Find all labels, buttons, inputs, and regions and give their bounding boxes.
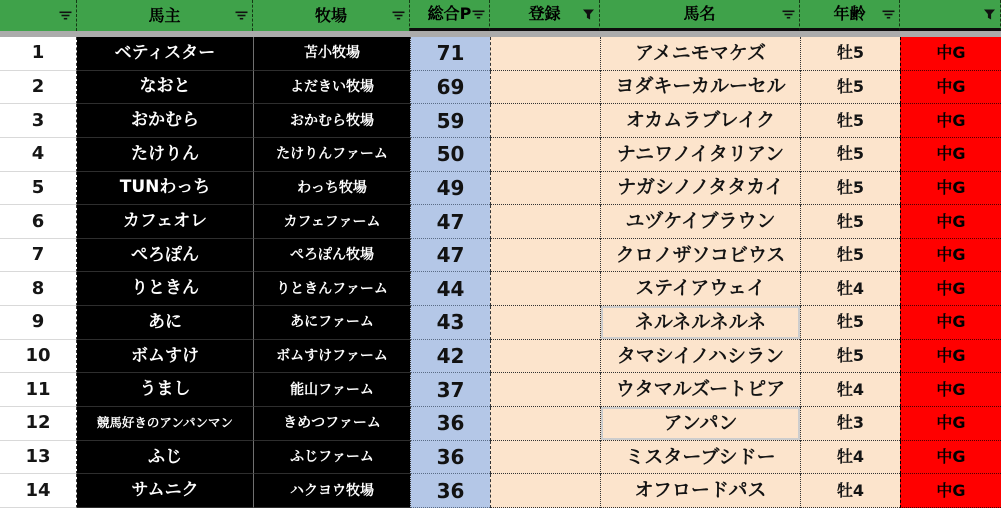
grade-cell[interactable]: 中G bbox=[900, 306, 1001, 340]
farm-cell[interactable]: カフェファーム bbox=[253, 205, 410, 239]
table-row bbox=[0, 205, 1001, 239]
age-cell[interactable]: 牡4 bbox=[800, 474, 900, 508]
grade-cell[interactable]: 中G bbox=[900, 205, 1001, 239]
filter-dropdown-icon[interactable] bbox=[58, 9, 72, 22]
table-row bbox=[0, 37, 1001, 71]
grade-cell[interactable]: 中G bbox=[900, 71, 1001, 105]
table-row bbox=[0, 239, 1001, 273]
table-body bbox=[0, 37, 1001, 508]
column-header-label: 牧場 bbox=[314, 5, 347, 25]
owner-cell[interactable]: たけりん bbox=[77, 138, 253, 172]
grade-cell[interactable]: 中G bbox=[900, 340, 1001, 374]
column-header-label: 登録 bbox=[528, 4, 561, 23]
header-row bbox=[0, 0, 1001, 31]
points-cell[interactable]: 50 bbox=[410, 138, 490, 172]
farm-cell[interactable]: 苫小牧場 bbox=[253, 37, 410, 71]
age-cell[interactable]: 牡5 bbox=[800, 138, 900, 172]
grade-cell[interactable]: 中G bbox=[900, 37, 1001, 71]
points-cell[interactable]: 49 bbox=[410, 172, 490, 206]
rank-cell[interactable]: 3 bbox=[0, 104, 77, 138]
age-cell[interactable]: 牡5 bbox=[800, 104, 900, 138]
points-cell[interactable]: 42 bbox=[410, 340, 490, 374]
age-cell[interactable]: 牡5 bbox=[800, 306, 900, 340]
horse-cell[interactable]: ネルネルネルネ bbox=[600, 306, 800, 340]
farm-cell[interactable]: おかむら牧場 bbox=[253, 104, 410, 138]
points-cell[interactable]: 47 bbox=[410, 205, 490, 239]
rank-cell[interactable]: 2 bbox=[0, 71, 77, 105]
rank-cell[interactable]: 10 bbox=[0, 340, 77, 374]
points-cell[interactable]: 44 bbox=[410, 272, 490, 306]
owner-cell[interactable]: おかむら bbox=[77, 104, 253, 138]
rank-cell[interactable]: 8 bbox=[0, 272, 77, 306]
owner-cell[interactable]: 競馬好きのアンパンマン bbox=[77, 407, 253, 441]
grade-cell[interactable]: 中G bbox=[900, 373, 1001, 407]
table-row bbox=[0, 407, 1001, 441]
owner-cell[interactable]: りときん bbox=[77, 272, 253, 306]
grade-cell[interactable]: 中G bbox=[900, 441, 1001, 475]
table-row bbox=[0, 441, 1001, 475]
column-header-rank[interactable] bbox=[0, 0, 77, 31]
horse-cell[interactable]: ミスターブシドー bbox=[600, 441, 800, 475]
points-cell[interactable]: 36 bbox=[410, 407, 490, 441]
column-header-owner[interactable] bbox=[77, 0, 253, 31]
column-header-label: 馬主 bbox=[148, 5, 181, 25]
points-cell[interactable]: 36 bbox=[410, 441, 490, 475]
rank-cell[interactable]: 5 bbox=[0, 172, 77, 206]
horse-cell[interactable]: ナガシノノタタカイ bbox=[600, 172, 800, 206]
registration-cell[interactable] bbox=[490, 306, 600, 340]
owner-cell[interactable]: ぺろぽん bbox=[77, 239, 253, 273]
rank-cell[interactable]: 11 bbox=[0, 373, 77, 407]
column-header-grade[interactable] bbox=[900, 0, 1001, 31]
horse-cell[interactable]: ナニワノイタリアン bbox=[600, 138, 800, 172]
filter-funnel-icon[interactable] bbox=[581, 8, 595, 21]
registration-cell[interactable] bbox=[490, 172, 600, 206]
rank-cell[interactable]: 14 bbox=[0, 474, 77, 508]
horse-cell[interactable]: クロノザソコビウス bbox=[600, 239, 800, 273]
registration-cell[interactable] bbox=[490, 441, 600, 475]
points-cell[interactable]: 59 bbox=[410, 104, 490, 138]
age-cell[interactable]: 牡3 bbox=[800, 407, 900, 441]
farm-cell[interactable]: りときんファーム bbox=[253, 272, 410, 306]
farm-cell[interactable]: たけりんファーム bbox=[253, 138, 410, 172]
table-row bbox=[0, 104, 1001, 138]
registration-cell[interactable] bbox=[490, 474, 600, 508]
column-header-registration[interactable] bbox=[490, 0, 600, 31]
horse-cell[interactable]: ウタマルズートピア bbox=[600, 373, 800, 407]
owner-cell[interactable]: カフェオレ bbox=[77, 205, 253, 239]
table-row bbox=[0, 71, 1001, 105]
horse-cell[interactable]: タマシイノハシラン bbox=[600, 340, 800, 374]
horse-cell[interactable]: アメニモマケズ bbox=[600, 37, 800, 71]
age-cell[interactable]: 牡4 bbox=[800, 373, 900, 407]
column-header-age[interactable] bbox=[800, 0, 900, 31]
registration-cell[interactable] bbox=[490, 272, 600, 306]
filter-dropdown-icon[interactable] bbox=[781, 8, 795, 21]
points-cell[interactable]: 43 bbox=[410, 306, 490, 340]
owner-cell[interactable]: サムニク bbox=[77, 474, 253, 508]
table-row bbox=[0, 373, 1001, 407]
registration-cell[interactable] bbox=[490, 340, 600, 374]
rank-cell[interactable]: 1 bbox=[0, 37, 77, 71]
farm-cell[interactable]: きめつファーム bbox=[253, 407, 410, 441]
column-header-label: 総合P bbox=[427, 4, 472, 23]
farm-cell[interactable]: ふじファーム bbox=[253, 441, 410, 475]
table-row bbox=[0, 138, 1001, 172]
filter-dropdown-icon[interactable] bbox=[471, 8, 485, 21]
column-header-points[interactable] bbox=[410, 0, 490, 31]
farm-cell[interactable]: よだきい牧場 bbox=[253, 71, 410, 105]
owner-cell[interactable]: あに bbox=[77, 306, 253, 340]
owner-cell[interactable]: ボムすけ bbox=[77, 340, 253, 374]
points-cell[interactable]: 69 bbox=[410, 71, 490, 105]
owner-cell[interactable]: ベティスター bbox=[77, 37, 253, 71]
grade-cell[interactable]: 中G bbox=[900, 104, 1001, 138]
owner-cell[interactable]: なおと bbox=[77, 71, 253, 105]
points-cell[interactable]: 36 bbox=[410, 474, 490, 508]
column-header-label: 年齢 bbox=[833, 4, 866, 23]
rank-cell[interactable]: 12 bbox=[0, 407, 77, 441]
horse-cell[interactable]: ユヅケイブラウン bbox=[600, 205, 800, 239]
filter-dropdown-icon[interactable] bbox=[391, 9, 405, 22]
column-header-label: 馬名 bbox=[683, 4, 716, 23]
registration-cell[interactable] bbox=[490, 138, 600, 172]
age-cell[interactable]: 牡5 bbox=[800, 172, 900, 206]
registration-cell[interactable] bbox=[490, 71, 600, 105]
registration-cell[interactable] bbox=[490, 239, 600, 273]
grade-cell[interactable]: 中G bbox=[900, 474, 1001, 508]
farm-cell[interactable]: ボムすけファーム bbox=[253, 340, 410, 374]
owner-cell[interactable]: ふじ bbox=[77, 441, 253, 475]
age-cell[interactable]: 牡5 bbox=[800, 239, 900, 273]
age-cell[interactable]: 牡4 bbox=[800, 272, 900, 306]
filter-dropdown-icon[interactable] bbox=[234, 9, 248, 22]
table-row bbox=[0, 172, 1001, 206]
horse-cell[interactable]: ステイアウェイ bbox=[600, 272, 800, 306]
farm-cell[interactable]: ぺろぽん牧場 bbox=[253, 239, 410, 273]
farm-cell[interactable]: あにファーム bbox=[253, 306, 410, 340]
registration-cell[interactable] bbox=[490, 373, 600, 407]
owner-cell[interactable]: うまし bbox=[77, 373, 253, 407]
age-cell[interactable]: 牡4 bbox=[800, 441, 900, 475]
filter-dropdown-icon[interactable] bbox=[881, 8, 895, 21]
grade-cell[interactable]: 中G bbox=[900, 172, 1001, 206]
rank-cell[interactable]: 7 bbox=[0, 239, 77, 273]
points-cell[interactable]: 71 bbox=[410, 37, 490, 71]
grade-cell[interactable]: 中G bbox=[900, 138, 1001, 172]
age-cell[interactable]: 牡5 bbox=[800, 205, 900, 239]
rank-cell[interactable]: 4 bbox=[0, 138, 77, 172]
horse-cell[interactable]: ヨダキーカルーセル bbox=[600, 71, 800, 105]
table-row bbox=[0, 340, 1001, 374]
farm-cell[interactable]: ハクヨウ牧場 bbox=[253, 474, 410, 508]
registration-cell[interactable] bbox=[490, 407, 600, 441]
points-cell[interactable]: 37 bbox=[410, 373, 490, 407]
table-row bbox=[0, 272, 1001, 306]
farm-cell[interactable]: 能山ファーム bbox=[253, 373, 410, 407]
rank-cell[interactable]: 6 bbox=[0, 205, 77, 239]
registration-cell[interactable] bbox=[490, 104, 600, 138]
column-header-farm[interactable] bbox=[253, 0, 410, 31]
owner-cell[interactable]: TUNわっち bbox=[77, 172, 253, 206]
age-cell[interactable]: 牡5 bbox=[800, 71, 900, 105]
farm-cell[interactable]: わっち牧場 bbox=[253, 172, 410, 206]
table-row bbox=[0, 474, 1001, 508]
rank-cell[interactable]: 13 bbox=[0, 441, 77, 475]
horse-cell[interactable]: オフロードパス bbox=[600, 474, 800, 508]
registration-cell[interactable] bbox=[490, 205, 600, 239]
registration-cell[interactable] bbox=[490, 37, 600, 71]
table-row bbox=[0, 306, 1001, 340]
age-cell[interactable]: 牡5 bbox=[800, 340, 900, 374]
age-cell[interactable]: 牡5 bbox=[800, 37, 900, 71]
points-cell[interactable]: 47 bbox=[410, 239, 490, 273]
grade-cell[interactable]: 中G bbox=[900, 272, 1001, 306]
grade-cell[interactable]: 中G bbox=[900, 407, 1001, 441]
filter-funnel-icon[interactable] bbox=[982, 8, 996, 21]
horse-cell[interactable]: アンパン bbox=[600, 407, 800, 441]
horse-cell[interactable]: オカムラブレイク bbox=[600, 104, 800, 138]
rank-cell[interactable]: 9 bbox=[0, 306, 77, 340]
column-header-horse[interactable] bbox=[600, 0, 800, 31]
grade-cell[interactable]: 中G bbox=[900, 239, 1001, 273]
